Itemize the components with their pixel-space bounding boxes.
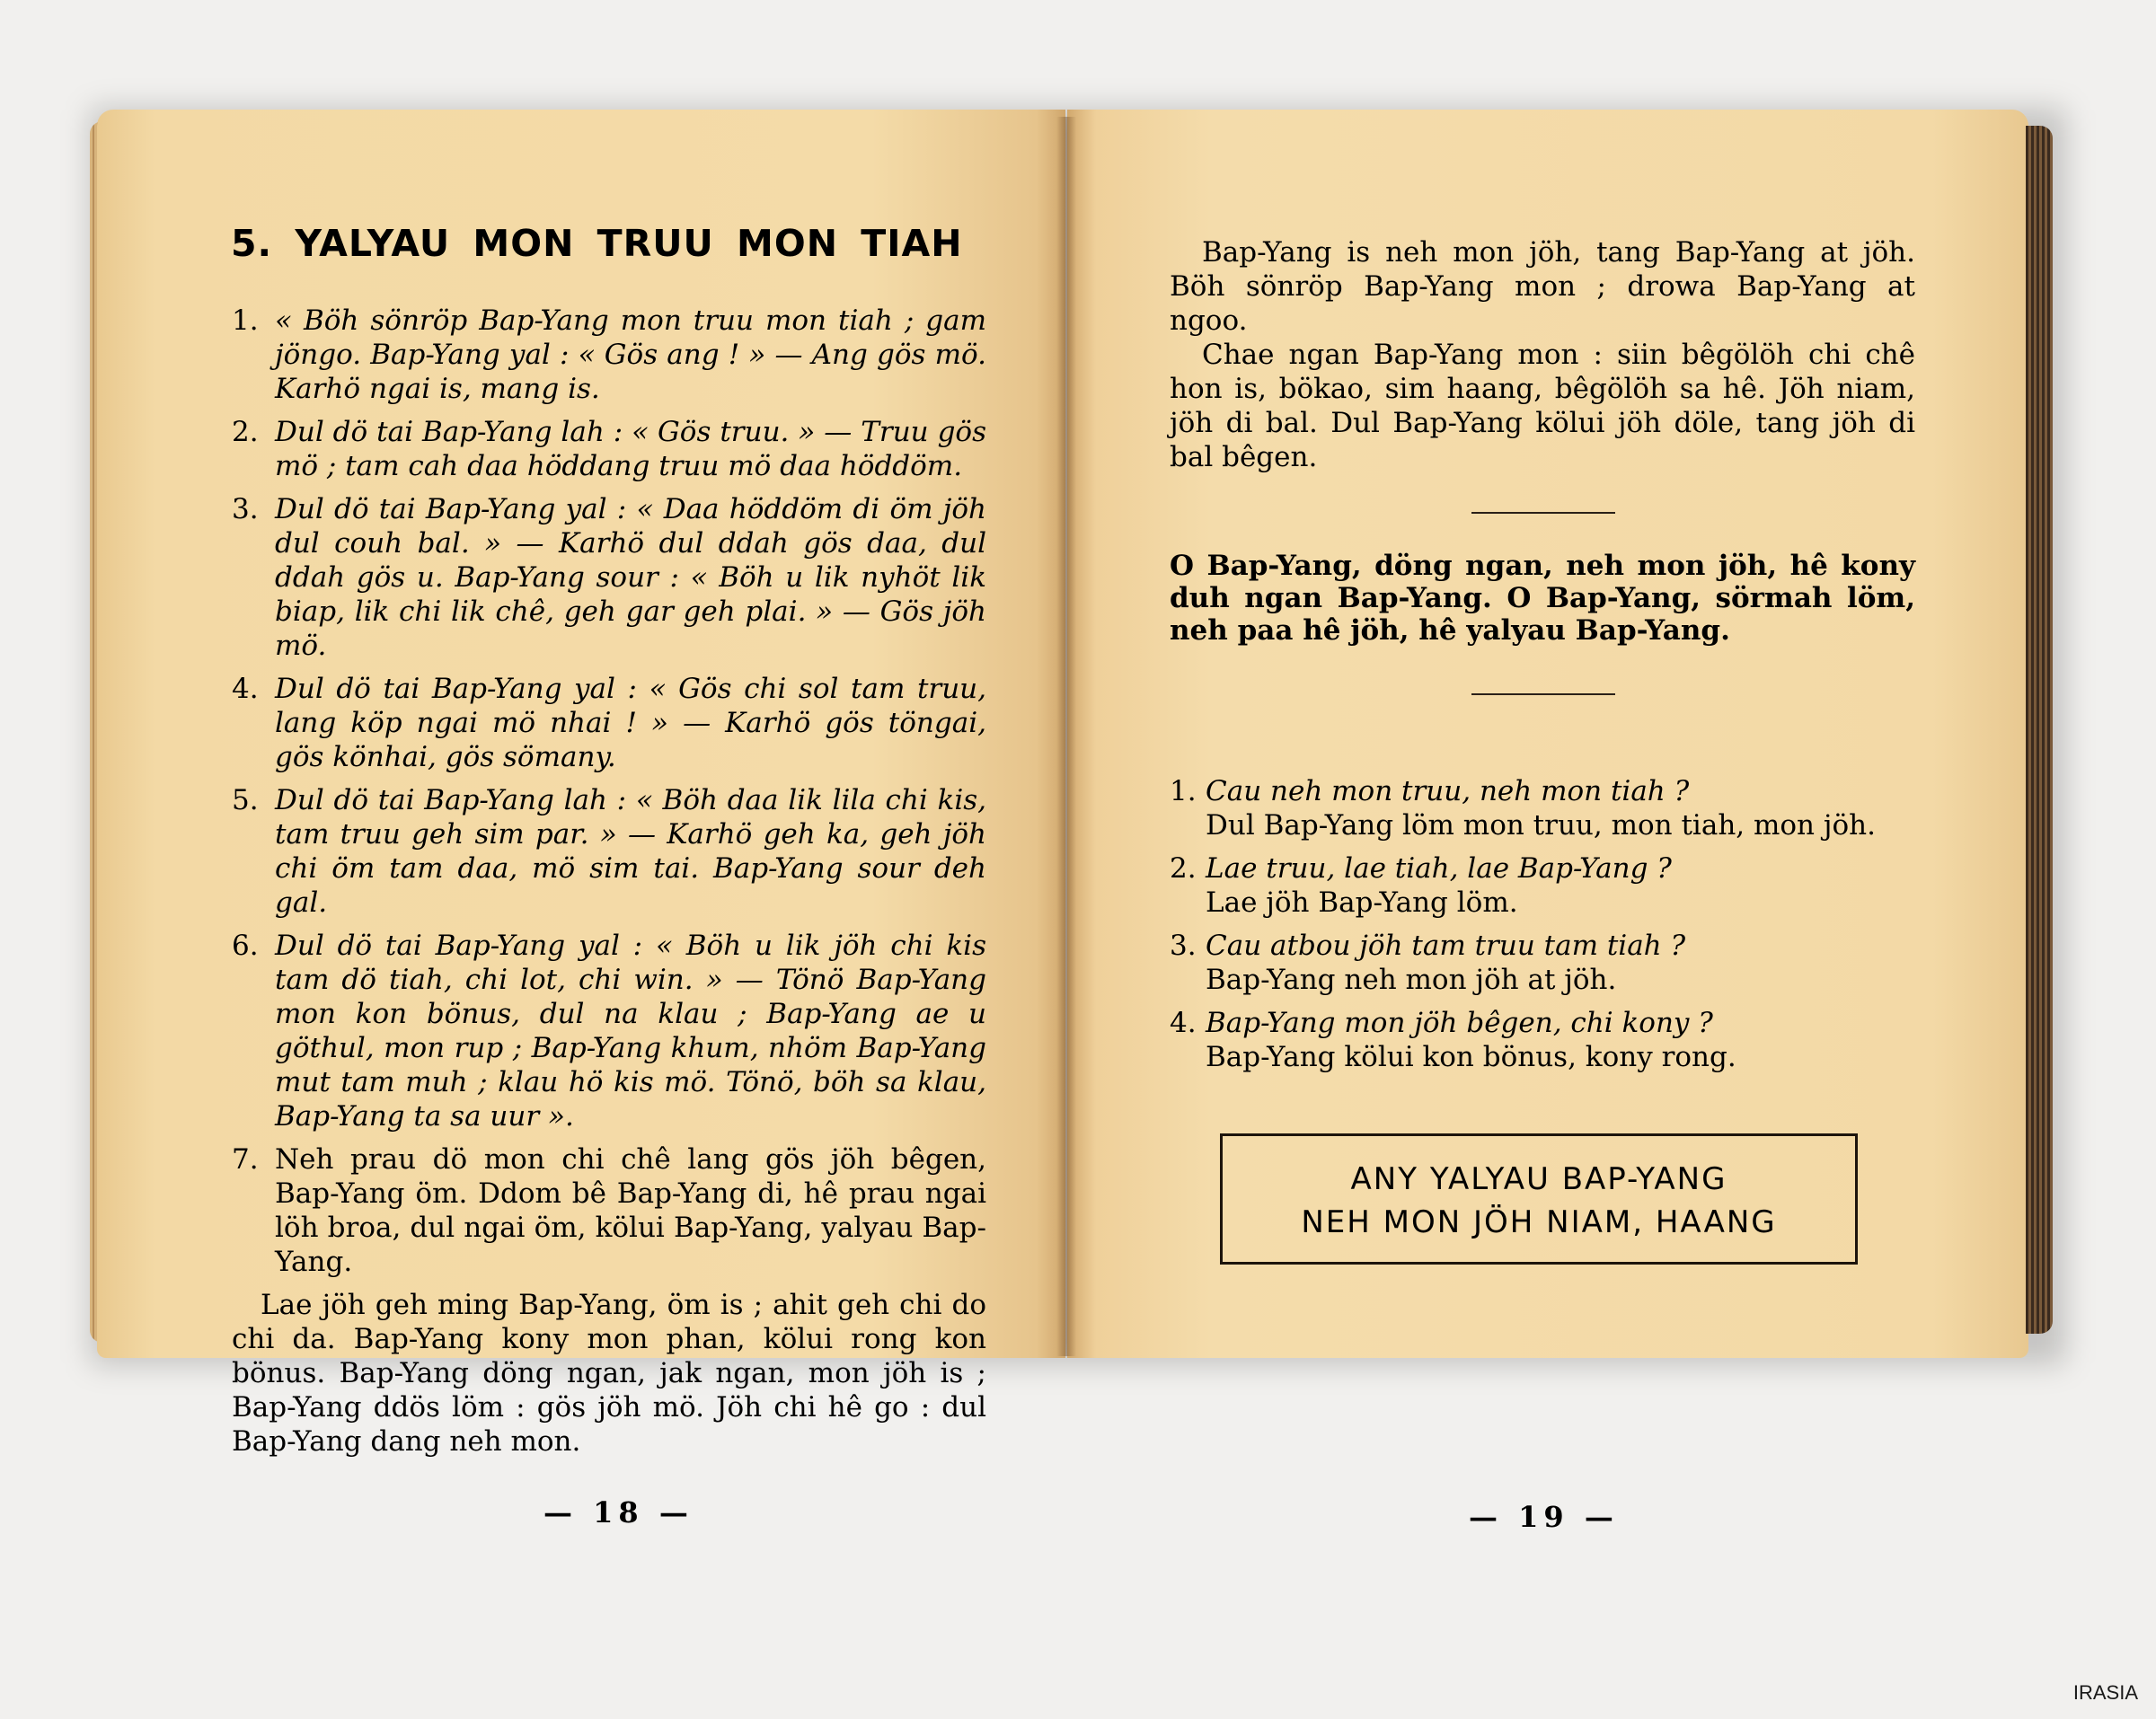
- chapter-title: 5. YALYAU MON TRUU MON TIAH: [231, 222, 963, 265]
- numbered-paragraph-3: [232, 492, 986, 663]
- numbered-paragraph-1: [232, 304, 986, 406]
- box-line-1: ANY YALYAU BAP-YANG: [1350, 1161, 1727, 1197]
- answer: Dul Bap-Yang löm mon truu, mon tiah, mon jöh.: [1206, 809, 1876, 842]
- paragraph-text: Dul dö tai Bap-Yang yal : « Gös chi sol tam truu, lang köp ngai mö nhai ! » — Karhö gös töngai, gös könhai, gös sömany.: [275, 673, 986, 773]
- paragraph-number: 3.: [232, 493, 259, 525]
- answer: Bap-Yang kölui kon bönus, kony rong.: [1206, 1041, 1736, 1073]
- paragraph-number: 1.: [232, 304, 259, 337]
- paragraph-number: 5.: [232, 784, 259, 816]
- qa-item-4: [1170, 1006, 1942, 1074]
- qa-number: 1.: [1170, 775, 1197, 807]
- left-page-body: [232, 304, 986, 1459]
- box-line-2: NEH MON JÖH NIAM, HAANG: [1301, 1204, 1777, 1240]
- right-page-body: [1170, 235, 1915, 474]
- paragraph-text: Dul dö tai Bap-Yang lah : « Böh daa lik lila chi kis, tam truu geh sim par. » — Karhö geh ka, geh jöh chi öm tam daa, mö sim tai. Bap-Yang sour deh gal.: [275, 784, 986, 919]
- paragraph-number: 2.: [232, 416, 259, 448]
- book-gutter: [1056, 117, 1076, 1356]
- divider-rule-bottom: [1471, 693, 1615, 695]
- qa-item-1: [1170, 774, 1942, 842]
- numbered-paragraph-7: [232, 1142, 986, 1279]
- paragraph-number: 6.: [232, 930, 259, 962]
- paragraph-number: 7.: [232, 1143, 259, 1176]
- paragraph-text: Neh prau dö mon chi chê lang gös jöh bêgen, Bap-Yang öm. Ddom bê Bap-Yang di, hê prau ngai löh broa, dul ngai öm, kölui Bap-Yang, yalyau Bap-Yang.: [275, 1143, 986, 1278]
- prayer-block: O Bap-Yang, döng ngan, neh mon jöh, hê kony duh ngan Bap-Yang. O Bap-Yang, sörmah löm, neh paa hê jöh, hê yalyau Bap-Yang.: [1170, 550, 1915, 647]
- numbered-paragraph-5: [232, 783, 986, 920]
- watermark: IRASIA: [2072, 1681, 2138, 1704]
- answer: Bap-Yang neh mon jöh at jöh.: [1206, 964, 1617, 996]
- closing-paragraph: Lae jöh geh ming Bap-Yang, öm is ; ahit geh chi do chi da. Bap-Yang kony mon phan, kölui rong kon bönus. Bap-Yang döng ngan, jak ngan, mon jöh is ; Bap-Yang ddös löm : gös jöh mö. Jöh chi hê go : dul Bap-Yang dang neh mon.: [232, 1289, 986, 1458]
- intro-paragraph: Bap-Yang is neh mon jöh, tang Bap-Yang at jöh. Böh sönröp Bap-Yang mon ; drowa Bap-Yang at ngoo.: [1170, 236, 1915, 337]
- page-number-left: — 18 —: [543, 1495, 694, 1529]
- qa-number: 3.: [1170, 930, 1197, 962]
- divider-rule-top: [1471, 512, 1615, 514]
- qa-number: 4.: [1170, 1007, 1197, 1039]
- boxed-summary: [1220, 1133, 1858, 1265]
- right-page-edges: [2026, 126, 2053, 1334]
- question: Cau neh mon truu, neh mon tiah ?: [1206, 775, 1690, 807]
- second-paragraph: Chae ngan Bap-Yang mon : siin bêgölöh chi chê hon is, bökao, sim haang, bêgölöh sa hê. Jöh niam, jöh di bal. Dul Bap-Yang kölui jöh döle, tang jöh di bal bêgen.: [1170, 339, 1915, 473]
- paragraph-text: « Böh sönröp Bap-Yang mon truu mon tiah ; gam jöngo. Bap-Yang yal : « Gös ang ! » — Ang gös mö. Karhö ngai is, mang is.: [275, 304, 986, 405]
- paragraph-text: Dul dö tai Bap-Yang lah : « Gös truu. » — Truu gös mö ; tam cah daa höddang truu mö daa höddöm.: [275, 416, 986, 482]
- paragraph-text: Dul dö tai Bap-Yang yal : « Daa höddöm di öm jöh dul couh bal. » — Karhö dul ddah gös daa, dul ddah gös u. Bap-Yang sour : « Böh u lik nyhöt lik biap, lik chi lik chê, geh gar geh plai. » — Gös jöh mö.: [275, 493, 986, 662]
- paragraph-text: Dul dö tai Bap-Yang yal : « Böh u lik jöh chi kis tam dö tiah, chi lot, chi win. » — Tönö Bap-Yang mon kon bönus, dul na klau ; Bap-Yang ae u göthul, mon rup ; Bap-Yang khum, nhöm Bap-Yang mut tam muh ; klau hö kis mö. Tönö, böh sa klau, Bap-Yang ta sa uur ».: [275, 930, 986, 1133]
- question: Cau atbou jöh tam truu tam tiah ?: [1206, 930, 1686, 962]
- answer: Lae jöh Bap-Yang löm.: [1206, 886, 1518, 919]
- paragraph-number: 4.: [232, 673, 259, 705]
- qa-item-2: [1170, 851, 1942, 920]
- question: Bap-Yang mon jöh bêgen, chi kony ?: [1206, 1007, 1713, 1039]
- qa-number: 2.: [1170, 852, 1197, 885]
- qa-list: [1170, 774, 1942, 1083]
- numbered-paragraph-2: [232, 415, 986, 483]
- question: Lae truu, lae tiah, lae Bap-Yang ?: [1206, 852, 1672, 885]
- qa-item-3: [1170, 929, 1942, 997]
- page-number-right: — 19 —: [1469, 1500, 1619, 1534]
- numbered-paragraph-6: [232, 929, 986, 1133]
- numbered-paragraph-4: [232, 672, 986, 774]
